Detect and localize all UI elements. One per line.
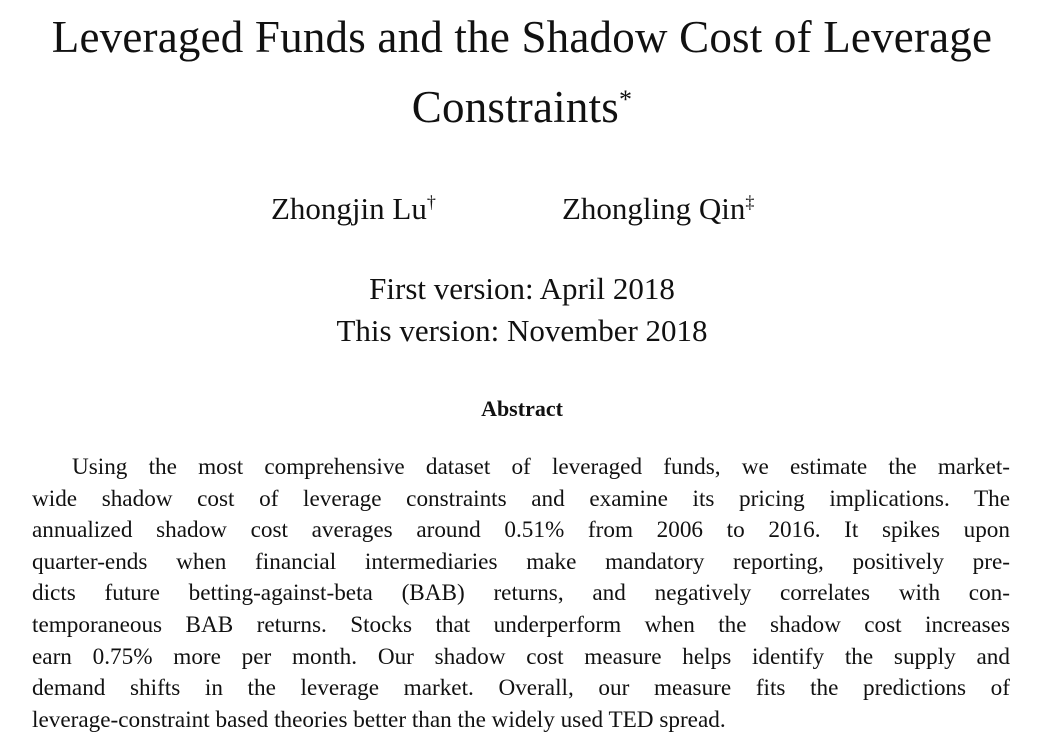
author-footnote-mark: ‡ (745, 192, 755, 212)
abstract-line: annualized shadow cost averages around 0.51% from 2006 to 2016. It spikes upon (32, 517, 1010, 544)
author-list (0, 184, 1044, 234)
author-footnote-mark: † (426, 192, 436, 212)
abstract-line: wide shadow cost of leverage constraints and examine its pricing implications. The (32, 485, 1010, 512)
abstract-line: dicts future betting-against-beta (BAB) returns, and negatively correlates with con- (32, 580, 1010, 607)
abstract-line: leverage-constraint based theories better than the widely used TED spread. (32, 706, 726, 733)
author-1 (271, 184, 436, 234)
abstract-line: quarter-ends when financial intermediaries make mandatory reporting, positively pre- (32, 548, 1010, 575)
author-2 (562, 184, 754, 234)
paper-title-line-1: Leveraged Funds and the Shadow Cost of Leverage (51, 12, 993, 62)
author-name: Zhongling Qin (562, 191, 746, 226)
abstract-heading: Abstract (481, 396, 563, 421)
this-version-date: This version: November 2018 (336, 313, 708, 348)
first-version-date: First version: April 2018 (369, 271, 675, 306)
author-name: Zhongjin Lu (271, 191, 427, 226)
title-footnote-mark: * (619, 85, 633, 114)
abstract-line: demand shifts in the leverage market. Overall, our measure fits the predictions of (32, 675, 1010, 702)
abstract-line: Using the most comprehensive dataset of leveraged funds, we estimate the market- (72, 454, 1010, 480)
abstract-line: earn 0.75% more per month. Our shadow cost measure helps identify the supply and (32, 643, 1010, 670)
paper-title-line-2 (0, 72, 1044, 142)
abstract-line: temporaneous BAB returns. Stocks that underperform when the shadow cost increases (32, 611, 1010, 638)
abstract-body (32, 452, 1010, 736)
paper-title-text: Constraints (411, 82, 619, 132)
